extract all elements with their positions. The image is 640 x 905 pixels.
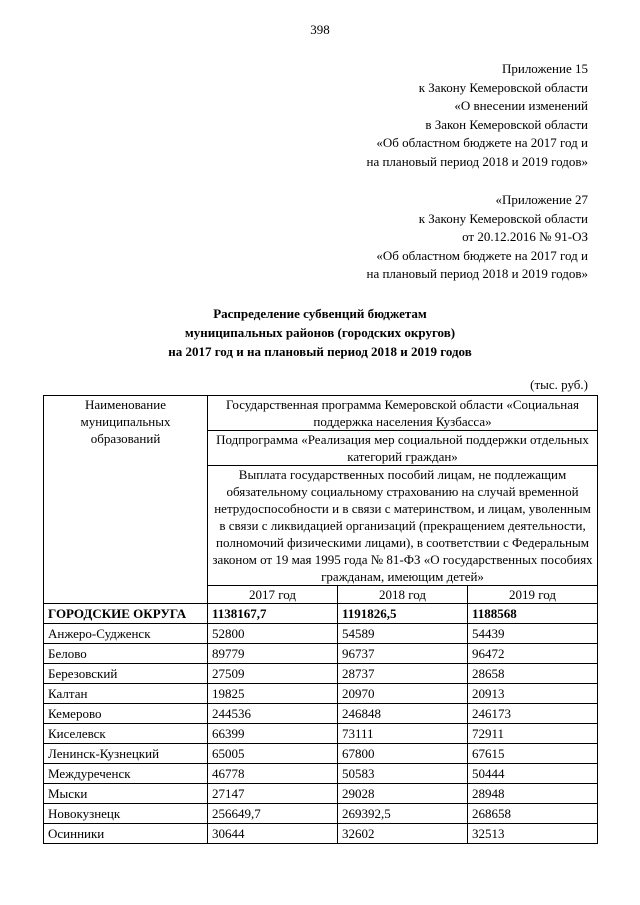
value-2017: 27509 xyxy=(208,664,338,684)
row-name: Белово xyxy=(44,644,208,664)
value-2017: 256649,7 xyxy=(208,804,338,824)
title-line: муниципальных районов (городских округов) xyxy=(184,325,456,340)
value-2018: 29028 xyxy=(338,784,468,804)
title-line: на 2017 год и на плановый период 2018 и 2019 годов xyxy=(168,344,472,359)
table-row xyxy=(44,724,598,744)
value-2019: 72911 xyxy=(468,724,598,744)
table-row xyxy=(44,784,598,804)
value-2017: 30644 xyxy=(208,824,338,844)
value-2018: 246848 xyxy=(338,704,468,724)
value-2017: 1138167,7 xyxy=(208,604,338,624)
value-2019: 1188568 xyxy=(468,604,598,624)
value-2018: 73111 xyxy=(338,724,468,744)
annex-line: на плановый период 2018 и 2019 годов» xyxy=(366,266,588,282)
value-2019: 268658 xyxy=(468,804,598,824)
value-2019: 246173 xyxy=(468,704,598,724)
value-2019: 96472 xyxy=(468,644,598,664)
row-name: Калтан xyxy=(44,684,208,704)
row-name: Междуреченск xyxy=(44,764,208,784)
value-2019: 32513 xyxy=(468,824,598,844)
row-name: Осинники xyxy=(44,824,208,844)
value-2018: 1191826,5 xyxy=(338,604,468,624)
value-2019: 67615 xyxy=(468,744,598,764)
value-2018: 269392,5 xyxy=(338,804,468,824)
value-2018: 32602 xyxy=(338,824,468,844)
year-header-2018: 2018 год xyxy=(338,586,468,604)
payment-header: Выплата государственных пособий лицам, не подлежащим обязательному социальному страхованию на случай временной нетрудоспособности и в связи с материнством, и лицам, уволенным в связи с ликвидацией организаций (прекращением деятельности, полномочий физическими лицами), в соответствии с Федеральным законом от 19 мая 1995 года № 81-ФЗ «О государственных пособиях гражданам, имеющим детей» xyxy=(208,466,598,586)
value-2017: 65005 xyxy=(208,744,338,764)
value-2017: 52800 xyxy=(208,624,338,644)
annex-line: к Закону Кемеровской области xyxy=(418,210,588,226)
row-name: Мыски xyxy=(44,784,208,804)
subventions-table xyxy=(43,395,598,844)
total-row xyxy=(44,604,598,624)
annex-reference-15 xyxy=(367,60,589,172)
table-row xyxy=(44,824,598,844)
units-label: (тыс. руб.) xyxy=(530,377,588,392)
row-name: ГОРОДСКИЕ ОКРУГА xyxy=(44,604,208,624)
annex-line: от 20.12.2016 № 91-ОЗ xyxy=(462,229,588,245)
row-name: Березовский xyxy=(44,664,208,684)
value-2018: 28737 xyxy=(338,664,468,684)
year-header-2019: 2019 год xyxy=(468,586,598,604)
title-line: Распределение субвенций бюджетам xyxy=(213,306,427,321)
row-name: Киселевск xyxy=(44,724,208,744)
value-2019: 50444 xyxy=(468,764,598,784)
subprogram-header: Подпрограмма «Реализация мер социальной поддержки отдельных категорий граждан» xyxy=(208,431,598,466)
value-2018: 67800 xyxy=(338,744,468,764)
row-name: Ленинск-Кузнецкий xyxy=(44,744,208,764)
value-2017: 27147 xyxy=(208,784,338,804)
value-2019: 28948 xyxy=(468,784,598,804)
row-name: Новокузнецк xyxy=(44,804,208,824)
table-row xyxy=(44,684,598,704)
annex-line: «О внесении изменений xyxy=(454,98,588,114)
value-2017: 46778 xyxy=(208,764,338,784)
value-2018: 20970 xyxy=(338,684,468,704)
name-column-header: Наименование муниципальных образований xyxy=(44,396,208,604)
annex-line: Приложение 15 xyxy=(501,61,588,76)
program-header: Государственная программа Кемеровской области «Социальная поддержка населения Кузбасса» xyxy=(208,396,598,431)
page-number: 398 xyxy=(310,22,330,37)
annex-line: на плановый период 2018 и 2019 годов» xyxy=(366,153,588,169)
value-2019: 28658 xyxy=(468,664,598,684)
row-name: Анжеро-Судженск xyxy=(44,624,208,644)
table-row xyxy=(44,644,598,664)
value-2017: 19825 xyxy=(208,684,338,704)
table-row xyxy=(44,764,598,784)
annex-line: «Об областном бюджете на 2017 год и xyxy=(376,135,588,151)
value-2017: 244536 xyxy=(208,704,338,724)
table-row xyxy=(44,744,598,764)
value-2018: 54589 xyxy=(338,624,468,644)
document-title xyxy=(0,304,640,361)
value-2017: 66399 xyxy=(208,724,338,744)
table-row xyxy=(44,704,598,724)
value-2017: 89779 xyxy=(208,644,338,664)
annex-line: в Закон Кемеровской области xyxy=(425,116,588,132)
annex-reference-27 xyxy=(367,191,589,284)
annex-line: «Приложение 27 xyxy=(495,192,588,207)
value-2019: 20913 xyxy=(468,684,598,704)
table-row xyxy=(44,664,598,684)
value-2019: 54439 xyxy=(468,624,598,644)
annex-line: к Закону Кемеровской области xyxy=(418,79,588,95)
table-row xyxy=(44,804,598,824)
row-name: Кемерово xyxy=(44,704,208,724)
year-header-2017: 2017 год xyxy=(208,586,338,604)
value-2018: 50583 xyxy=(338,764,468,784)
value-2018: 96737 xyxy=(338,644,468,664)
annex-line: «Об областном бюджете на 2017 год и xyxy=(376,247,588,263)
table-row xyxy=(44,624,598,644)
